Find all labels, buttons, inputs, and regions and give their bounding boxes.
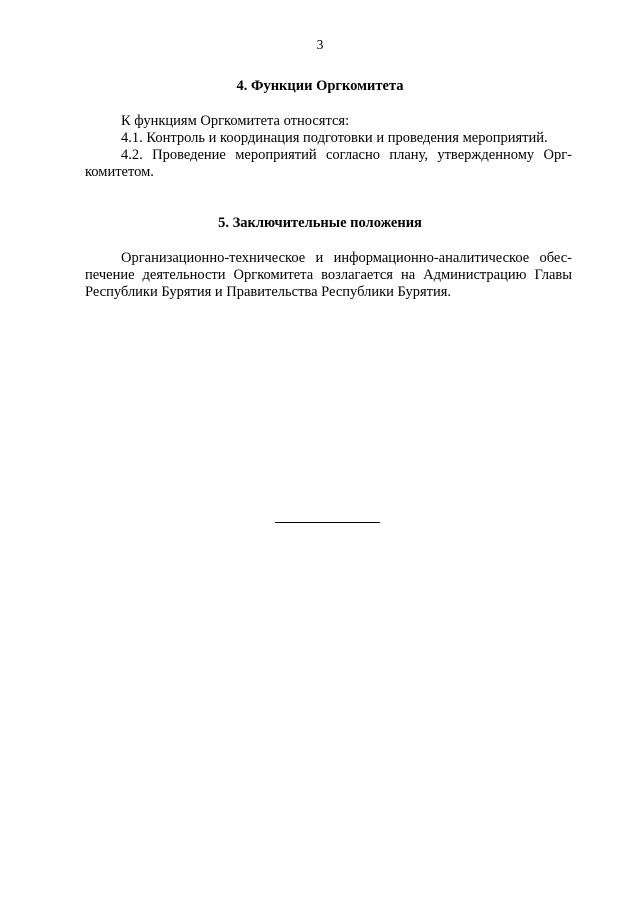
section-5-heading: 5. Заключительные положения (218, 215, 422, 231)
section-4-item-4-1: 4.1. Контроль и координация подготовки и проведения мероприятий. (121, 130, 548, 146)
section-4-item-4-2-cont: комитетом. (85, 164, 154, 180)
section-5-line-1: Организационно-техническое и информационно-аналитическое обес- (121, 250, 572, 266)
section-5-line-2: печение деятельности Оргкомитета возлагается на Администрацию Главы (85, 267, 572, 283)
section-4-heading: 4. Функции Оргкомитета (236, 78, 404, 94)
section-4-item-4-2: 4.2. Проведение мероприятий согласно плану, утвержденному Орг- (121, 147, 572, 163)
section-5-line-3: Республики Бурятия и Правительства Республики Бурятия. (85, 284, 452, 300)
section-4-line-intro: К функциям Оргкомитета относятся: (121, 113, 350, 129)
end-separator-line (275, 522, 380, 523)
page-number: 3 (316, 37, 324, 52)
